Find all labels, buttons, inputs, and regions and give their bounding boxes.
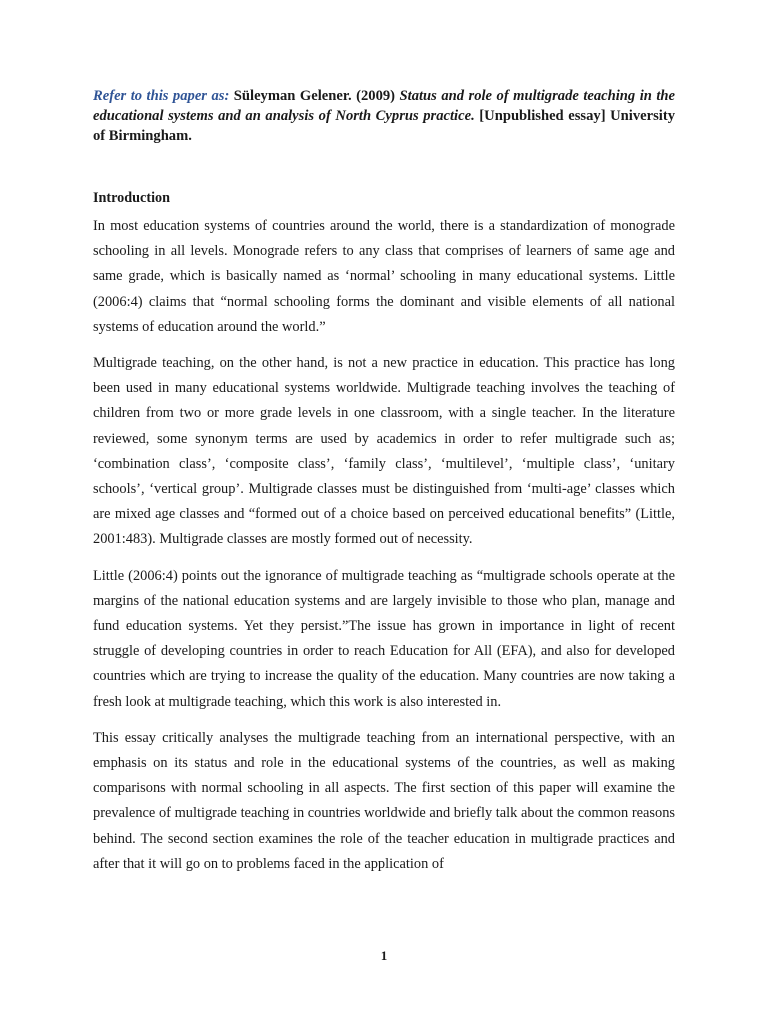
page-number: 1 (380, 948, 388, 963)
citation-block (93, 86, 675, 146)
citation-author-year: Süleyman Gelener. (2009) (229, 88, 400, 104)
section-heading: Introduction (93, 190, 170, 206)
paragraph-3: Little (2006:4) points out the ignorance of multigrade teaching as “multigrade schools operate at the margins of the national education systems and are largely invisible to those who plan, manage and fund education systems. Yet they persist.”The issue has grown in importance in light of recent struggle of developing countries in order to reach Education for All (EFA), and also for developed countries which are trying to increase the quality of the education. Many countries are now taking a fresh look at multigrade teaching, which this work is also interested in. (93, 567, 675, 710)
citation-refer-label: Refer to this paper as: (93, 88, 230, 104)
citation-title: Status and role of multigrade teaching in the educational systems and an analysis of North Cyprus practice. (93, 88, 676, 124)
document-page (93, 86, 675, 877)
paragraph-4: This essay critically analyses the multigrade teaching from an international perspective, with an emphasis on its status and role in the educational systems of the countries, as well as making comparisons with normal schooling in all aspects. The first section of this paper will examine the prevalence of multigrade teaching in countries worldwide and briefly talk about the common reasons behind. The second section examines the role of the teacher education in multigrade practices and after that it will go on to problems faced in the application of (93, 729, 675, 872)
paragraph-2: Multigrade teaching, on the other hand, is not a new practice in education. This practice has long been used in many educational systems worldwide. Multigrade teaching involves the teaching of children from two or more grade levels in one classroom, with a single teacher. In the literature reviewed, some synonym terms are used by academics in order to refer multigrade such as; ‘combination class’, ‘composite class’, ‘family class’, ‘multilevel’, ‘multiple class’, ‘unitary schools’, ‘vertical group’. Multigrade classes must be distinguished from ‘multi-age’ classes which are mixed age classes and “formed out of a choice based on perceived educational benefits” (Little, 2001:483). Multigrade classes are mostly formed out of necessity. (93, 355, 675, 548)
citation-note: [Unpublished essay] University of Birmingham. (93, 108, 675, 144)
paragraph-1: In most education systems of countries around the world, there is a standardization of monograde schooling in all levels. Monograde refers to any class that comprises of learners of same age and same grade, which is basically named as ‘normal’ schooling in many educational systems. Little (2006:4) claims that “normal schooling forms the dominant and visible elements of all national systems of education around the world.” (93, 218, 675, 335)
